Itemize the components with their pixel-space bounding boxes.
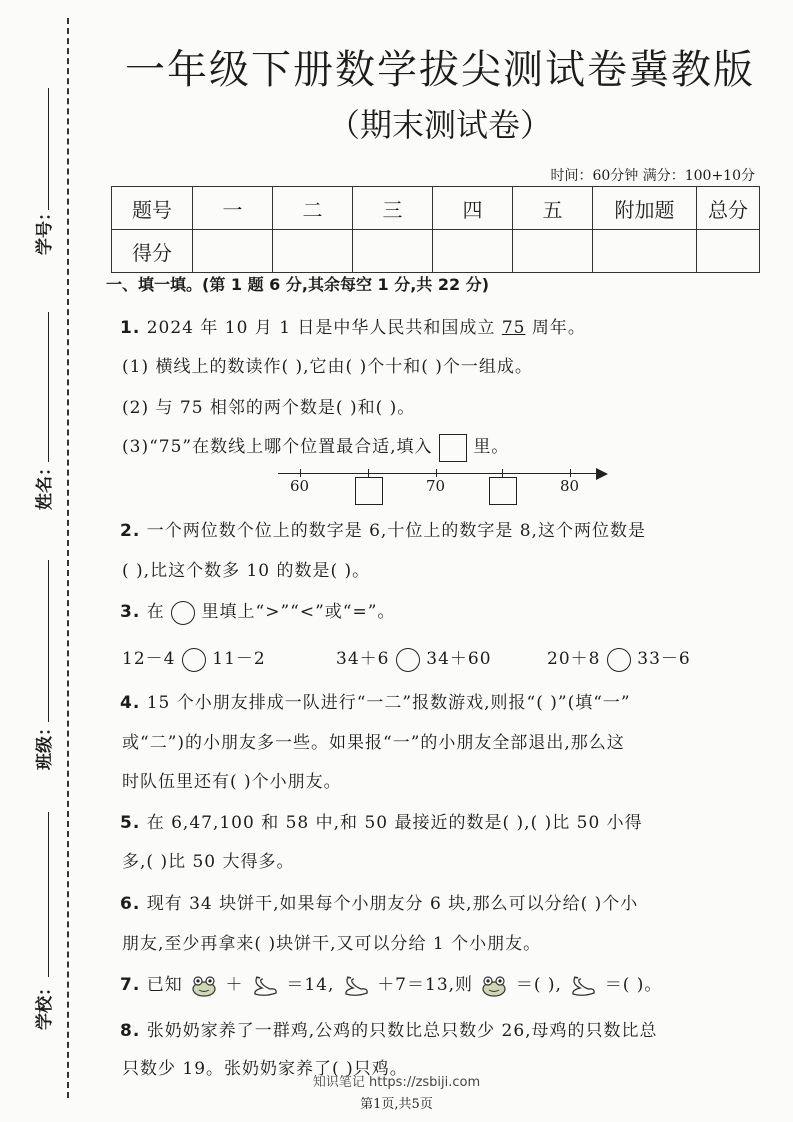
question-6-line-1 [120,889,638,914]
frog-icon [189,975,219,997]
question-text: 里。 [473,437,510,457]
score-row-label: 得分 [112,230,193,273]
question-text: 在 6,47,100 和 58 中,和 50 最接近的数是( ),( )比 50 小得 [146,813,643,833]
question-text: 在 [146,602,165,622]
question-4-line-3: 时队伍里还有( )个小朋友。 [122,772,342,792]
score-input-cell[interactable] [353,230,433,273]
score-table-header-row [112,187,760,230]
question-2-line-1 [120,516,646,541]
compare-answer-circle[interactable] [182,648,206,672]
binding-dashed-line [67,18,69,1098]
expression-left: 34＋6 [336,649,390,669]
question-4-line-2: 或“二”)的小朋友多一些。如果报“一”的小朋友全部退出,那么这 [122,733,625,753]
question-text: ＝( )。 [604,975,663,995]
name-line[interactable] [48,312,49,462]
question-text: 里填上“>”“<”或“=”。 [201,602,396,622]
swan-icon [250,974,280,998]
score-input-cell[interactable] [593,230,697,273]
question-number: 2. [120,521,141,541]
question-number: 4. [120,693,141,713]
question-4-line-1 [120,688,631,713]
expression-right: 11－2 [212,649,266,669]
number-line-answer-box[interactable] [355,477,383,505]
question-1-stem [120,313,586,338]
question-6-line-2: 朋友,至少再拿来( )块饼干,又可以分给 1 个小朋友。 [122,934,542,954]
number-line-tick [300,469,301,477]
question-text: 已知 [146,975,183,995]
question-number: 1. [120,318,141,338]
question-text: ＝( ), [515,975,562,995]
question-text: 现有 34 块饼干,如果每个小朋友分 6 块,那么可以分给( )个小 [146,894,639,914]
question-7 [120,970,662,998]
page-subtitle: （期末测试卷） [327,106,552,144]
question-1-part-3 [122,432,509,462]
question-number: 7. [120,975,141,995]
class-label: 班级： [35,719,55,770]
question-text: 2024 年 10 月 1 日是中华人民共和国成立 [146,318,496,338]
page-footer: 第1页,共5页 [360,1097,433,1112]
question-1-part-2: (2) 与 75 相邻的两个数是( )和( )。 [122,398,416,418]
score-header-cell: 总分 [697,187,760,230]
score-table-score-row [112,230,760,273]
score-header-cell: 附加题 [593,187,697,230]
page-title: 一年级下册数学拔尖测试卷冀教版 [125,47,755,93]
number-line-label: 60 [290,477,310,495]
question-text: ＝14, [286,975,335,995]
number-line-label: 80 [560,477,580,495]
question-number: 8. [120,1021,141,1041]
expression-left: 20＋8 [547,649,601,669]
score-input-cell[interactable] [193,230,273,273]
answer-box[interactable] [439,434,467,462]
score-header-cell: 题号 [112,187,193,230]
compare-expression-2 [336,644,492,672]
compare-expression-1 [122,644,266,672]
score-header-cell: 四 [433,187,513,230]
student-id-label: 学号： [35,204,55,255]
school-label: 学校： [35,979,55,1030]
swan-icon [568,974,598,998]
question-text: 张奶奶家养了一群鸡,公鸡的只数比总只数少 26,母鸡的只数比总 [146,1021,658,1041]
score-input-cell[interactable] [273,230,353,273]
question-text: ＋7＝13,则 [377,975,474,995]
compare-answer-circle[interactable] [396,648,420,672]
section-1-title: 一、填一填。(第 1 题 6 分,其余每空 1 分,共 22 分) [106,275,490,294]
expression-right: 34＋60 [426,649,492,669]
number-line [278,463,608,513]
score-input-cell[interactable] [433,230,513,273]
expression-left: 12－4 [122,649,176,669]
compare-circle [171,601,195,625]
watermark: 知识笔记 https://zsbiji.com [312,1075,481,1090]
number-line-arrow-icon [596,468,608,480]
school-line[interactable] [48,812,49,977]
swan-icon [341,974,371,998]
score-table [111,186,760,273]
question-number: 6. [120,894,141,914]
score-input-cell[interactable] [697,230,760,273]
compare-answer-circle[interactable] [607,648,631,672]
question-text: 一个两位数个位上的数字是 6,十位上的数字是 8,这个两位数是 [146,521,646,541]
expression-right: 33－6 [637,649,691,669]
question-3-stem [120,597,395,625]
class-line[interactable] [48,560,49,722]
number-line-tick [436,469,437,477]
number-line-label: 70 [426,477,446,495]
question-number: 3. [120,602,141,622]
question-text: ＋ [225,975,244,995]
name-label: 姓名： [35,459,55,510]
exam-meta: 时间：60分钟 满分：100+10分 [550,168,755,184]
number-line-tick [502,469,503,477]
question-text: 15 个小朋友排成一队进行“一二”报数游戏,则报“( )”(填“一” [146,693,631,713]
question-8-line-2: 只数少 19。张奶奶家养了( )只鸡。 [122,1059,408,1079]
number-line-tick [570,469,571,477]
question-text: (3)“75”在数线上哪个位置最合适,填入 [122,437,433,457]
score-header-cell: 二 [273,187,353,230]
number-line-answer-box[interactable] [489,477,517,505]
score-header-cell: 一 [193,187,273,230]
score-input-cell[interactable] [513,230,593,273]
question-8-line-1 [120,1016,658,1041]
score-header-cell: 五 [513,187,593,230]
number-line-tick [368,469,369,477]
question-5-line-1 [120,808,643,833]
score-header-cell: 三 [353,187,433,230]
underlined-number: 75 [501,318,526,338]
question-1-part-1: (1) 横线上的数读作( ),它由( )个十和( )个一组成。 [122,357,533,377]
question-2-line-2: ( ),比这个数多 10 的数是( )。 [122,561,371,581]
number-line-axis [278,473,600,474]
frog-icon [479,975,509,997]
question-text: 周年。 [531,318,586,338]
question-5-line-2: 多,( )比 50 大得多。 [122,852,295,872]
compare-expression-3 [547,644,691,672]
student-id-line[interactable] [48,88,49,210]
question-number: 5. [120,813,141,833]
